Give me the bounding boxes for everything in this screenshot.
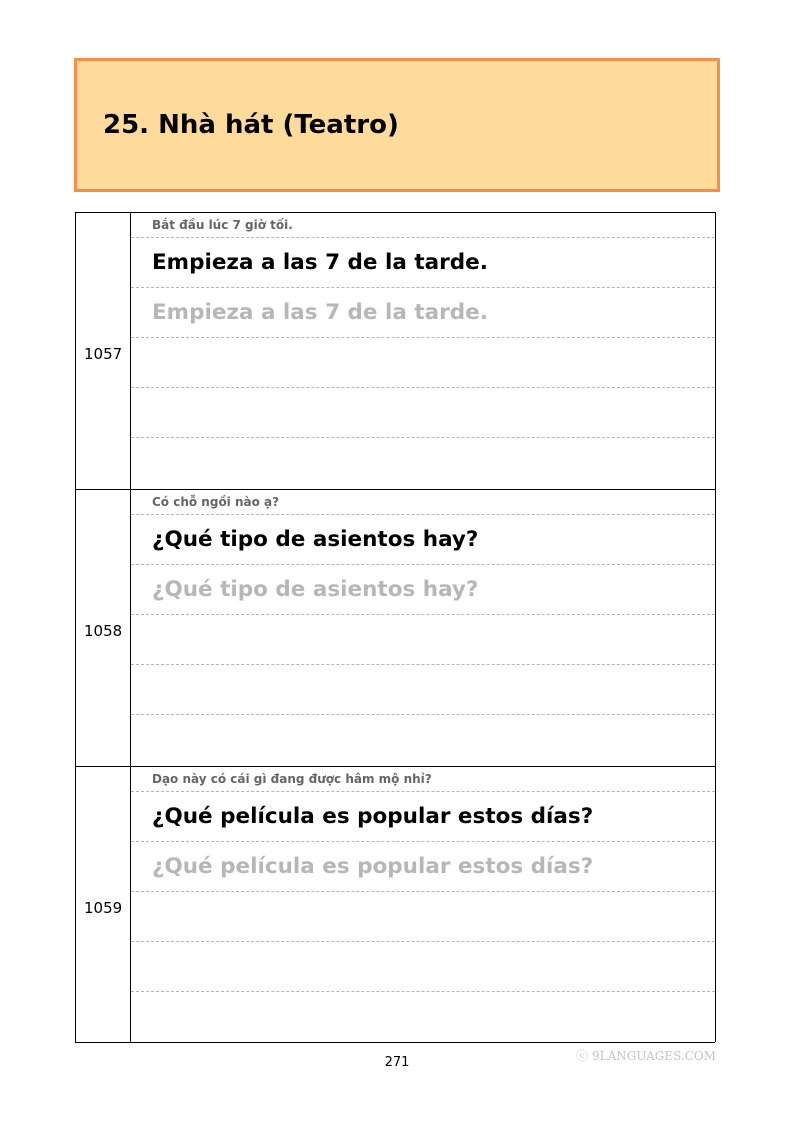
blank-writing-line[interactable] xyxy=(131,992,715,1042)
spanish-sentence: Empieza a las 7 de la tarde. xyxy=(152,250,488,275)
vietnamese-hint: Bắt đầu lúc 7 giờ tối. xyxy=(152,218,293,232)
writing-lines xyxy=(131,213,715,489)
hint-row xyxy=(131,213,715,238)
practice-entry xyxy=(75,490,715,767)
hint-row xyxy=(131,490,715,515)
trace-sentence: ¿Qué película es popular estos días? xyxy=(152,854,594,879)
blank-writing-line[interactable] xyxy=(131,942,715,992)
blank-writing-line[interactable] xyxy=(131,388,715,438)
entry-number-column xyxy=(75,213,131,489)
blank-writing-line[interactable] xyxy=(131,892,715,942)
entry-number-column xyxy=(75,490,131,766)
practice-entry xyxy=(75,767,715,1043)
blank-writing-line[interactable] xyxy=(131,615,715,665)
vietnamese-hint: Dạo này có cái gì đang được hâm mộ nhỉ? xyxy=(152,772,432,786)
sentence-row xyxy=(131,792,715,842)
trace-sentence: ¿Qué tipo de asientos hay? xyxy=(152,577,479,602)
hint-row xyxy=(131,767,715,792)
chapter-header xyxy=(74,58,720,192)
trace-row xyxy=(131,565,715,615)
blank-writing-line[interactable] xyxy=(131,665,715,715)
spanish-sentence: ¿Qué película es popular estos días? xyxy=(152,804,594,829)
sentence-row xyxy=(131,515,715,565)
writing-lines xyxy=(131,490,715,766)
spanish-sentence: ¿Qué tipo de asientos hay? xyxy=(152,527,479,552)
trace-row xyxy=(131,288,715,338)
chapter-title: 25. Nhà hát (Teatro) xyxy=(103,110,399,140)
entry-number: 1058 xyxy=(84,622,123,640)
copyright-notice: ⓒ 9LANGUAGES.COM xyxy=(576,1049,716,1063)
sentence-row xyxy=(131,238,715,288)
blank-writing-line[interactable] xyxy=(131,715,715,765)
page-number: 271 xyxy=(384,1055,410,1070)
trace-sentence: Empieza a las 7 de la tarde. xyxy=(152,300,488,325)
vietnamese-hint: Có chỗ ngồi nào ạ? xyxy=(152,495,280,509)
blank-writing-line[interactable] xyxy=(131,338,715,388)
practice-entry xyxy=(75,213,715,490)
entry-number: 1057 xyxy=(84,345,123,363)
blank-writing-line[interactable] xyxy=(131,438,715,488)
entry-number: 1059 xyxy=(84,899,123,917)
entry-number-column xyxy=(75,767,131,1042)
trace-row xyxy=(131,842,715,892)
practice-sheet xyxy=(75,212,716,1042)
writing-lines xyxy=(131,767,715,1042)
